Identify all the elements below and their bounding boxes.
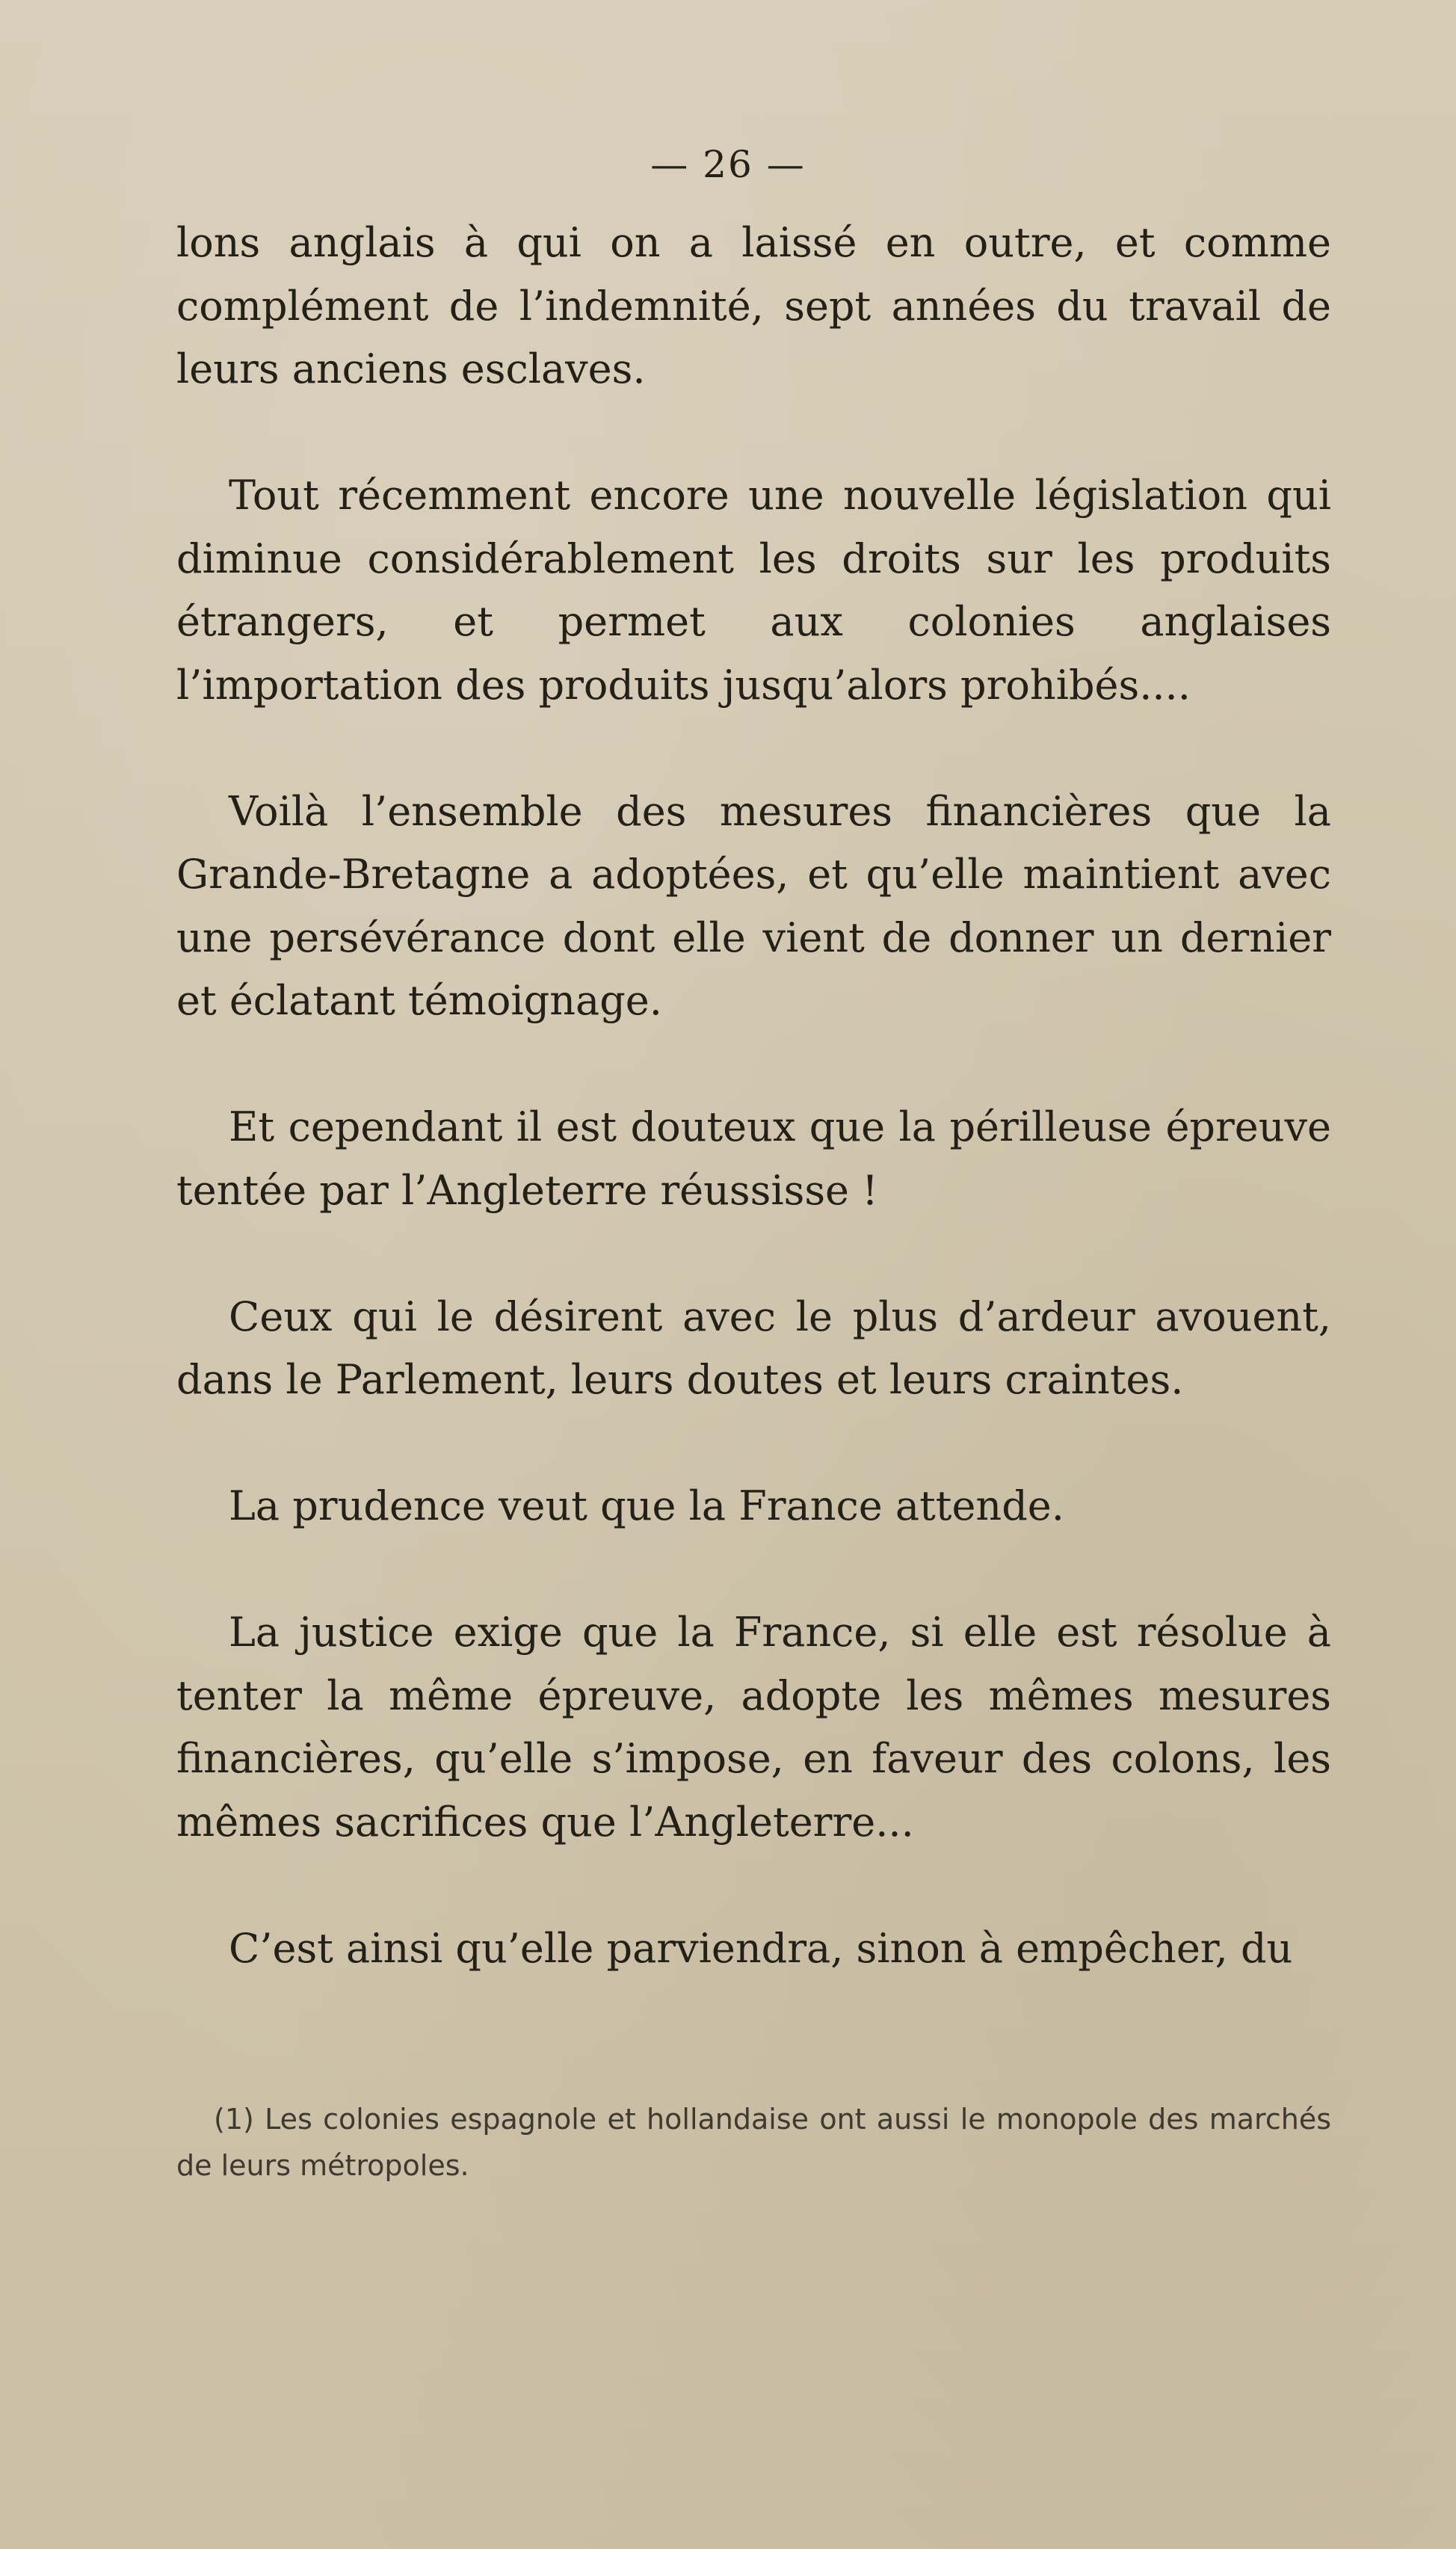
footnote: (1) Les colonies espagnole et hollandaise ont aussi le monopole des marchés de leurs métropoles. [176, 2103, 1331, 2182]
page-number: — 26 — [650, 143, 806, 186]
paragraph: La justice exige que la France, si elle est résolue à tenter la même épreuve, adopte les mêmes mesures financières, qu’elle s’impose, en faveur des colons, les mêmes sacrifices que l’Angleterre... [176, 1609, 1331, 1846]
paragraph: lons anglais à qui on a laissé en outre, et comme complément de l’indemnité, sept années du travail de leurs anciens esclaves. [176, 219, 1331, 392]
paragraph: La prudence veut que la France attende. [229, 1482, 1064, 1529]
paragraph: C’est ainsi qu’elle parviendra, sinon à empêcher, du [229, 1924, 1293, 1972]
paragraph: Ceux qui le désirent avec le plus d’ardeur avouent, dans le Parlement, leurs doutes et leurs craintes. [176, 1292, 1331, 1403]
body-text [176, 212, 1331, 1980]
paragraph: Tout récemment encore une nouvelle législation qui diminue considérablement les droits sur les produits étrangers, et permet aux colonies anglaises l’importation des produits jusqu’alors prohibés.... [176, 472, 1331, 709]
paragraph: Voilà l’ensemble des mesures financières que la Grande-Bretagne a adoptées, et qu’elle maintient avec une persévérance dont elle vient de donner un dernier et éclatant témoignage. [176, 787, 1331, 1024]
paragraph: Et cependant il est douteux que la périlleuse épreuve tentée par l’Angleterre réussisse ! [176, 1103, 1331, 1214]
